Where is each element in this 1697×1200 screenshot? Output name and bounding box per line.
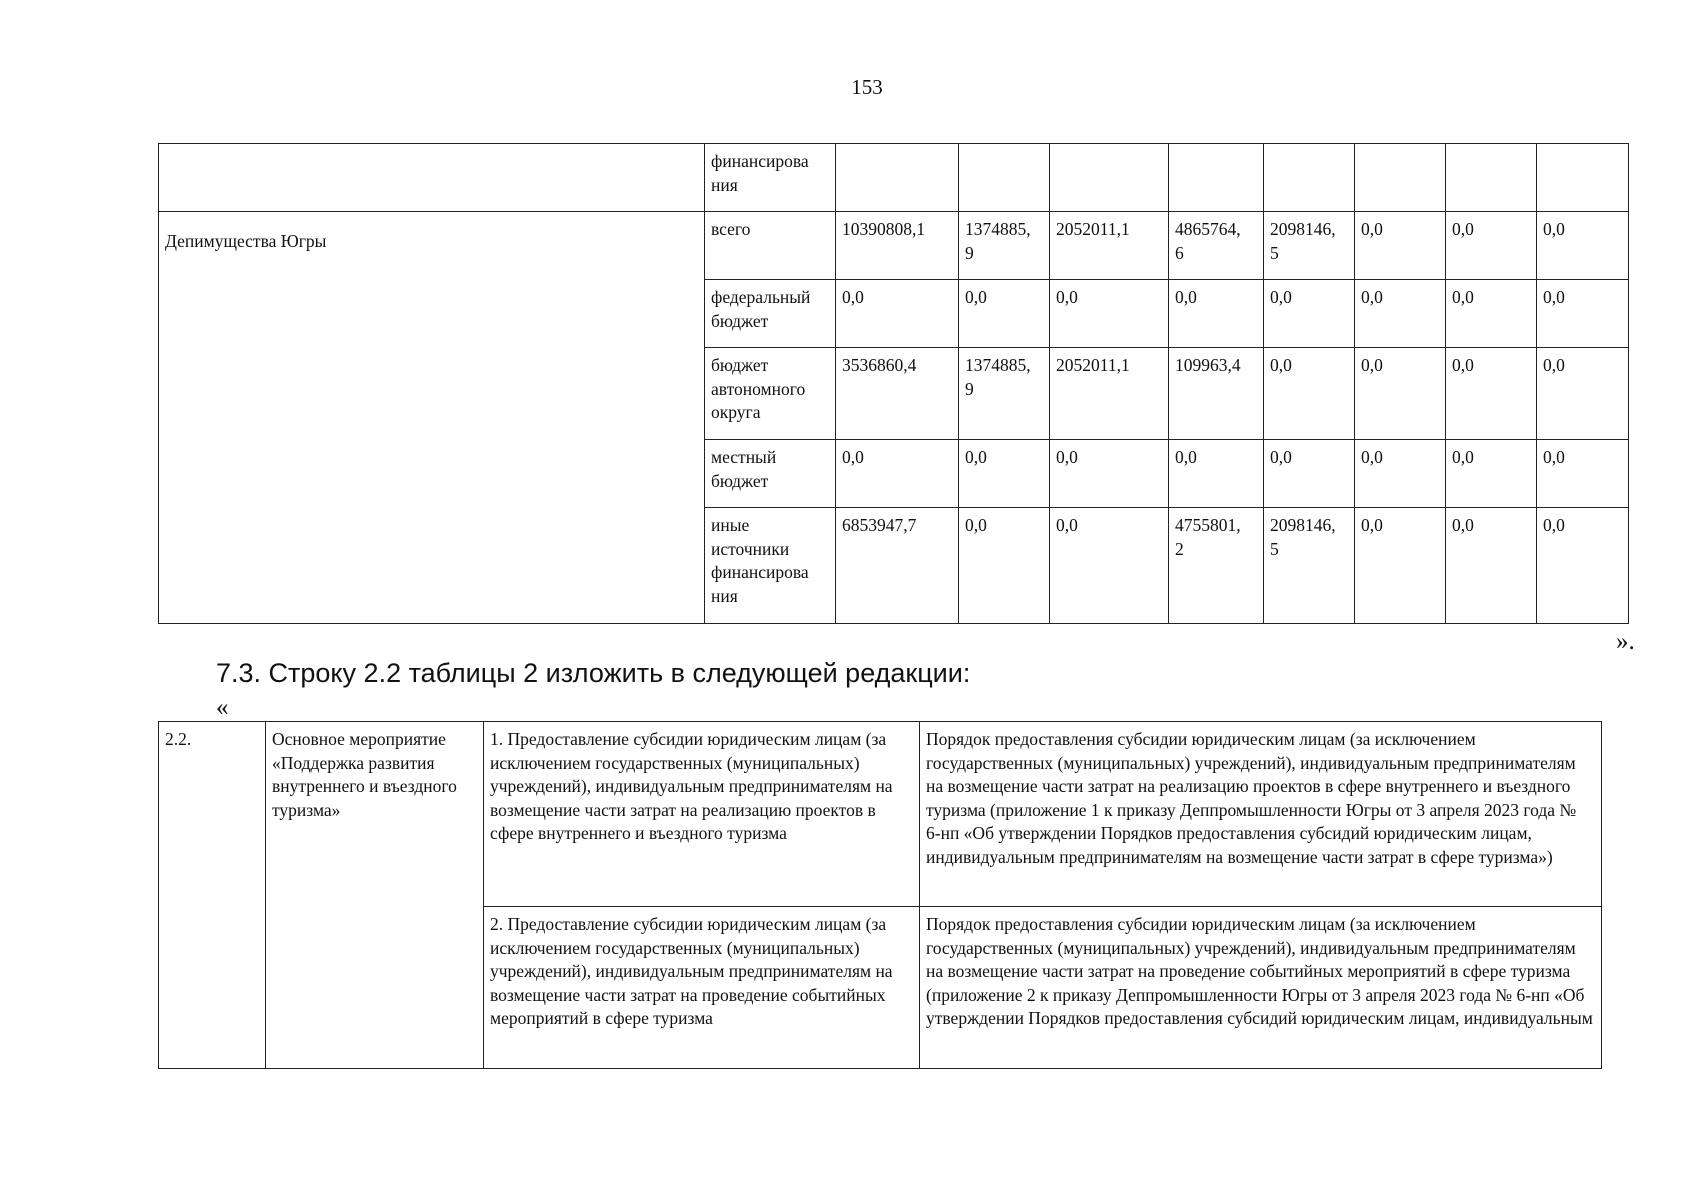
closing-quote: ».	[1616, 628, 1635, 655]
value-cell: 0,0	[1264, 440, 1355, 508]
table-cell	[1050, 144, 1169, 212]
value-cell: 0,0	[1446, 348, 1537, 440]
value-cell: 0,0	[1537, 440, 1629, 508]
value-cell: 0,0	[1355, 280, 1446, 348]
value-cell: 6853947,7	[836, 508, 959, 624]
value-cell: 0,0	[1446, 280, 1537, 348]
value-cell: 0,0	[1355, 348, 1446, 440]
source-cell: бюджет автономного округа	[705, 348, 836, 440]
table-cell	[1169, 144, 1264, 212]
value-cell: 1374885, 9	[959, 348, 1050, 440]
table-cell	[1355, 144, 1446, 212]
value-cell: 0,0	[1446, 212, 1537, 280]
org-name: Депимущества Югры	[159, 212, 705, 624]
value-cell: 0,0	[1355, 508, 1446, 624]
value-cell: 0,0	[1537, 508, 1629, 624]
procedure-cell: Порядок предоставления субсидии юридическим лицам (за исключением государственных (муниципальных) учреждений), индивидуальным предпринимателям на возмещение части затрат на проведение событийных мероприятий в сфере туризма (приложение 2 к приказу Деппромышленности Югры от 3 апреля 2023 года № 6-нп «Об утверждении Порядков предоставления субсидий юридическим лицам, индивидуальным	[920, 907, 1602, 1069]
table-row	[159, 212, 1629, 280]
value-cell: 0,0	[959, 280, 1050, 348]
value-cell: 0,0	[1446, 440, 1537, 508]
main-activity: Основное мероприятие «Поддержка развития внутреннего и въездного туризма»	[266, 722, 484, 1069]
value-cell: 0,0	[1264, 280, 1355, 348]
source-cell: всего	[705, 212, 836, 280]
source-cell: финансирова ния	[705, 144, 836, 212]
value-cell: 0,0	[1050, 508, 1169, 624]
amendment-heading: 7.3. Строку 2.2 таблицы 2 изложить в следующей редакции:	[216, 658, 971, 688]
value-cell: 1374885, 9	[959, 212, 1050, 280]
table-row	[159, 144, 1629, 212]
value-cell: 3536860,4	[836, 348, 959, 440]
value-cell: 0,0	[1264, 348, 1355, 440]
value-cell: 4755801, 2	[1169, 508, 1264, 624]
value-cell: 0,0	[1355, 440, 1446, 508]
value-cell: 0,0	[1169, 440, 1264, 508]
value-cell: 109963,4	[1169, 348, 1264, 440]
value-cell: 0,0	[1446, 508, 1537, 624]
table-cell	[959, 144, 1050, 212]
activity-cell: 1. Предоставление субсидии юридическим лицам (за исключением государственных (муниципальных) учреждений), индивидуальным предпринимателям на возмещение части затрат на реализацию проектов в сфере внутреннего и въездного туризма	[484, 722, 920, 907]
value-cell: 0,0	[959, 508, 1050, 624]
value-cell: 2052011,1	[1050, 348, 1169, 440]
opening-quote: «	[216, 694, 229, 721]
value-cell: 0,0	[1169, 280, 1264, 348]
page-number: 153	[851, 75, 883, 99]
value-cell: 0,0	[1537, 348, 1629, 440]
table-cell	[159, 144, 705, 212]
procedure-cell: Порядок предоставления субсидии юридическим лицам (за исключением государственных (муниципальных) учреждений), индивидуальным предпринимателям на возмещение части затрат на реализацию проектов в сфере внутреннего и въездного туризма (приложение 1 к приказу Деппромышленности Югры от 3 апреля 2023 года № 6-нп «Об утверждении Порядков предоставления субсидий юридическим лицам, индивидуальным предпринимателям на возмещение части затрат в сфере туризма»)	[920, 722, 1602, 907]
source-cell: федеральный бюджет	[705, 280, 836, 348]
value-cell: 0,0	[836, 280, 959, 348]
value-cell: 2052011,1	[1050, 212, 1169, 280]
table-row	[159, 722, 1602, 907]
financing-table	[158, 143, 1629, 624]
activity-table	[158, 721, 1602, 1069]
value-cell: 0,0	[836, 440, 959, 508]
value-cell: 0,0	[1050, 280, 1169, 348]
value-cell: 0,0	[1050, 440, 1169, 508]
source-cell: местный бюджет	[705, 440, 836, 508]
table-cell	[1537, 144, 1629, 212]
table-cell	[836, 144, 959, 212]
value-cell: 0,0	[959, 440, 1050, 508]
row-number: 2.2.	[159, 722, 266, 1069]
value-cell: 0,0	[1537, 280, 1629, 348]
value-cell: 0,0	[1537, 212, 1629, 280]
value-cell: 10390808,1	[836, 212, 959, 280]
table-cell	[1264, 144, 1355, 212]
value-cell: 4865764, 6	[1169, 212, 1264, 280]
activity-cell: 2. Предоставление субсидии юридическим лицам (за исключением государственных (муниципальных) учреждений), индивидуальным предпринимателям на возмещение части затрат на проведение событийных мероприятий в сфере туризма	[484, 907, 920, 1069]
source-cell: иные источники финансирова ния	[705, 508, 836, 624]
value-cell: 2098146, 5	[1264, 508, 1355, 624]
value-cell: 2098146, 5	[1264, 212, 1355, 280]
value-cell: 0,0	[1355, 212, 1446, 280]
table-cell	[1446, 144, 1537, 212]
